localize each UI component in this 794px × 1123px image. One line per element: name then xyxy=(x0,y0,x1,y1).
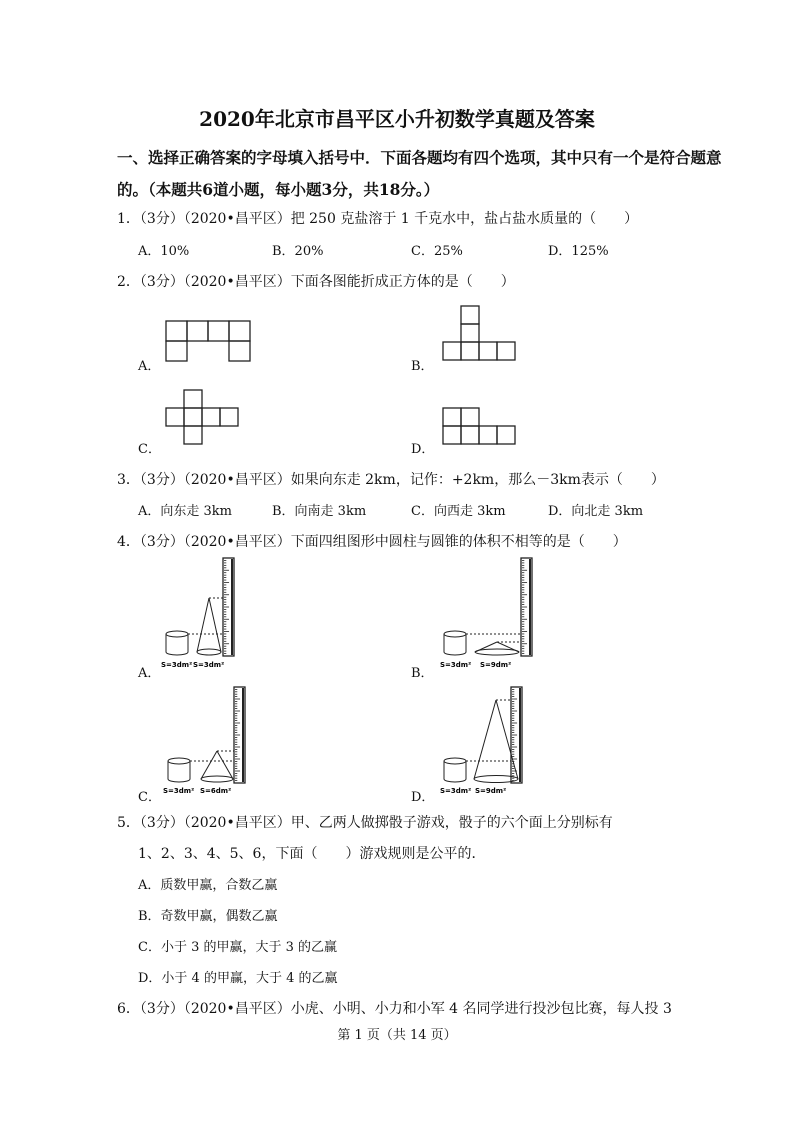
section-heading-line1: 一、选择正确答案的字母填入括号中．下面各题均有四个选项，其中只有一个是符合题意 xyxy=(117,148,722,167)
q1-option-a[interactable]: A．10% xyxy=(138,244,190,259)
q3-option-b[interactable]: B．向南走 3km xyxy=(272,504,367,519)
q3-option-d[interactable]: D．向北走 3km xyxy=(548,504,644,519)
q2-net-d xyxy=(442,407,518,446)
q1-option-b[interactable]: B．20% xyxy=(272,244,324,259)
q5-option-d[interactable]: D．小于 4 的甲赢，大于 4 的乙赢 xyxy=(138,971,338,986)
question-4-stem: 4．（3分）（2020•昌平区）下面四组图形中圆柱与圆锥的体积不相等的是（ ） xyxy=(117,534,627,550)
q5-option-c[interactable]: C．小于 3 的甲赢，大于 3 的乙赢 xyxy=(138,940,338,955)
q4-figure-d xyxy=(437,685,532,797)
q2-label-b[interactable]: B． xyxy=(411,359,434,374)
q4-ruler-d xyxy=(512,688,521,782)
question-2-stem: 2．（3分）（2020•昌平区）下面各图能折成正方体的是（ ） xyxy=(117,274,515,290)
q4-a-caption-cylinder: S=3dm² xyxy=(161,661,193,669)
question-5-stem-continued: 1、2、3、4、5、6，下面（ ）游戏规则是公平的． xyxy=(138,846,486,862)
q2-net-b xyxy=(442,305,518,362)
section-heading-line2: 的。（本题共6道小题，每小题3分，共18分。） xyxy=(117,180,440,199)
q4-ruler-a xyxy=(224,559,233,655)
q3-option-c[interactable]: C．向西走 3km xyxy=(411,504,506,519)
question-5-stem: 5．（3分）（2020•昌平区）甲、乙两人做掷骰子游戏，骰子的六个面上分别标有 xyxy=(117,815,613,831)
q2-net-a xyxy=(165,320,251,362)
q4-figure-b xyxy=(437,556,532,671)
q4-d-caption-cone: S=9dm² xyxy=(475,787,507,795)
q4-figure-a xyxy=(160,556,250,671)
q4-ruler-c xyxy=(235,688,244,782)
q5-option-b[interactable]: B．奇数甲赢，偶数乙赢 xyxy=(138,909,278,924)
q2-net-c xyxy=(165,389,241,446)
q2-label-a[interactable]: A． xyxy=(138,359,161,374)
page-title: 2020年北京市昌平区小升初数学真题及答案 xyxy=(199,107,595,131)
q5-option-a[interactable]: A．质数甲赢，合数乙赢 xyxy=(138,878,278,893)
q3-option-a[interactable]: A．向东走 3km xyxy=(138,504,232,519)
question-1-stem: 1．（3分）（2020•昌平区）把 250 克盐溶于 1 千克水中，盐占盐水质量的（ ） xyxy=(117,211,639,227)
q4-b-caption-cylinder: S=3dm² xyxy=(440,661,472,669)
q4-d-caption-cylinder: S=3dm² xyxy=(440,787,472,795)
q4-label-b[interactable]: B． xyxy=(411,666,434,681)
q4-label-c[interactable]: C． xyxy=(138,790,161,805)
q4-label-d[interactable]: D． xyxy=(411,790,435,805)
q4-a-caption-cone: S=3dm² xyxy=(193,661,225,669)
q1-option-d[interactable]: D．125% xyxy=(548,244,609,259)
q4-b-caption-cone: S=9dm² xyxy=(480,661,512,669)
q4-c-caption-cylinder: S=3dm² xyxy=(163,787,195,795)
q4-c-caption-cone: S=6dm² xyxy=(200,787,232,795)
q2-label-c[interactable]: C． xyxy=(138,442,161,457)
q4-ruler-b xyxy=(522,559,531,655)
q4-figure-c xyxy=(160,685,250,797)
question-3-stem: 3．（3分）（2020•昌平区）如果向东走 2km，记作：+2km，那么－3km表示（ ） xyxy=(117,472,665,488)
q4-label-a[interactable]: A． xyxy=(138,666,161,681)
q2-label-d[interactable]: D． xyxy=(411,442,435,457)
page-footer: 第 1 页（共 14 页） xyxy=(337,1028,457,1043)
q1-option-c[interactable]: C．25% xyxy=(411,244,463,259)
question-6-stem: 6．（3分）（2020•昌平区）小虎、小明、小力和小军 4 名同学进行投沙包比赛，每人投 3 xyxy=(117,1001,672,1017)
